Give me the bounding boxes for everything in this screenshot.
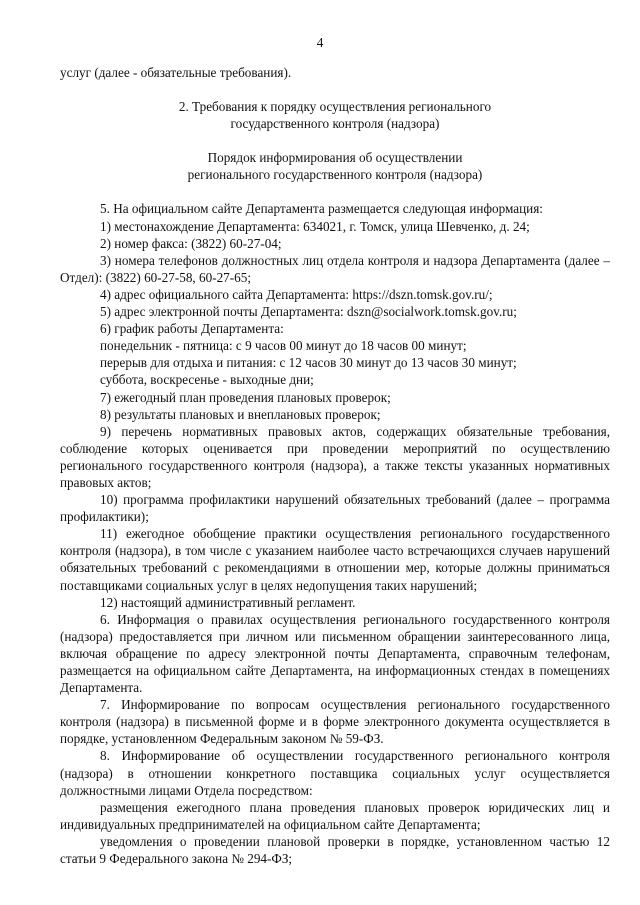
list-item-4: 4) адрес официального сайта Департамента: https://dszn.tomsk.gov.ru/; <box>100 286 493 302</box>
section-title-line-1: 2. Требования к порядку осуществления регионального <box>178 99 492 115</box>
continuation-text: услуг (далее - обязательные требования). <box>60 65 292 80</box>
schedule-weekdays: понедельник - пятница: с 9 часов 00 минут до 18 часов 00 минут; <box>100 338 467 354</box>
list-item-3: 3) номера телефонов должностных лиц отдела контроля и надзора Департамента (далее – Отдел): (3822) 60-27-58, 60-27-65; <box>60 252 610 285</box>
paragraph-8: 8. Информирование об осуществлении государственного регионального контроля (надзора) в отношении конкретного поставщика социальных услуг осуществляется должностными лицами Отдела посредством: <box>60 748 610 798</box>
paragraph-8-item-1: размещения ежегодного плана проведения плановых проверок юридических лиц и индивидуальных предпринимателей на официальном сайте Департамента; <box>60 799 610 832</box>
list-item-10: 10) программа профилактики нарушений обязательных требований (далее – программа профилактики); <box>60 492 610 525</box>
list-item-7: 7) ежегодный план проведения плановых проверок; <box>100 389 391 405</box>
section-title-line-2: государственного контроля (надзора) <box>230 116 440 132</box>
subsection-title-line-2: регионального государственного контроля (надзора) <box>187 167 483 183</box>
paragraph-7: 7. Информирование по вопросам осуществления регионального государственного контроля (надзора) в письменной форме и в форме электронного документа осуществляется в порядке, установленном Федеральным законом № 59-ФЗ. <box>60 697 610 747</box>
schedule-break: перерыв для отдыха и питания: с 12 часов 30 минут до 13 часов 30 минут; <box>100 355 517 371</box>
subsection-title-line-1: Порядок информирования об осуществлении <box>207 150 463 166</box>
paragraph-6: 6. Информация о правилах осуществления регионального государственного контроля (надзора) предоставляется при личном или письменном обращении заинтересованного лица, включая обращение по адресу электронной почты Департамента, справочным телефонам, размещается на официальном сайте Департамента, на информационных стендах в помещениях Департамента. <box>60 611 610 696</box>
list-item-2: 2) номер факса: (3822) 60-27-04; <box>100 235 282 251</box>
paragraph-8-item-2: уведомления о проведении плановой проверки в порядке, установленном частью 12 статьи 9 Федерального закона № 294-ФЗ; <box>60 833 610 867</box>
paragraph-5: 5. На официальном сайте Департамента размещается следующая информация: <box>100 201 543 217</box>
schedule-weekend: суббота, воскресенье - выходные дни; <box>100 372 314 388</box>
list-item-11: 11) ежегодное обобщение практики осуществления регионального государственного контроля (надзора), в том числе с указанием наиболее часто встречающихся случаев нарушений обязательных требований с рекомендациями в отношении мер, которые должны приниматься поставщиками социальных услуг в целях недопущения таких нарушений; <box>60 526 610 593</box>
list-item-9: 9) перечень нормативных правовых актов, содержащих обязательные требования, соблюдение которых оценивается при проведении мероприятий по осуществлению регионального государственного контроля (надзора), а также тексты указанных нормативных правовых актов; <box>60 423 610 490</box>
list-item-6: 6) график работы Департамента: <box>100 321 284 337</box>
document-body <box>60 64 610 867</box>
page-number: 4 <box>316 35 324 50</box>
list-item-12: 12) настоящий административный регламент. <box>100 594 356 610</box>
list-item-1: 1) местонахождение Департамента: 634021, г. Томск, улица Шевченко, д. 24; <box>100 218 530 234</box>
list-item-5: 5) адрес электронной почты Департамента: dszn@socialwork.tomsk.gov.ru; <box>100 304 517 320</box>
list-item-8: 8) результаты плановых и внеплановых проверок; <box>100 406 381 422</box>
